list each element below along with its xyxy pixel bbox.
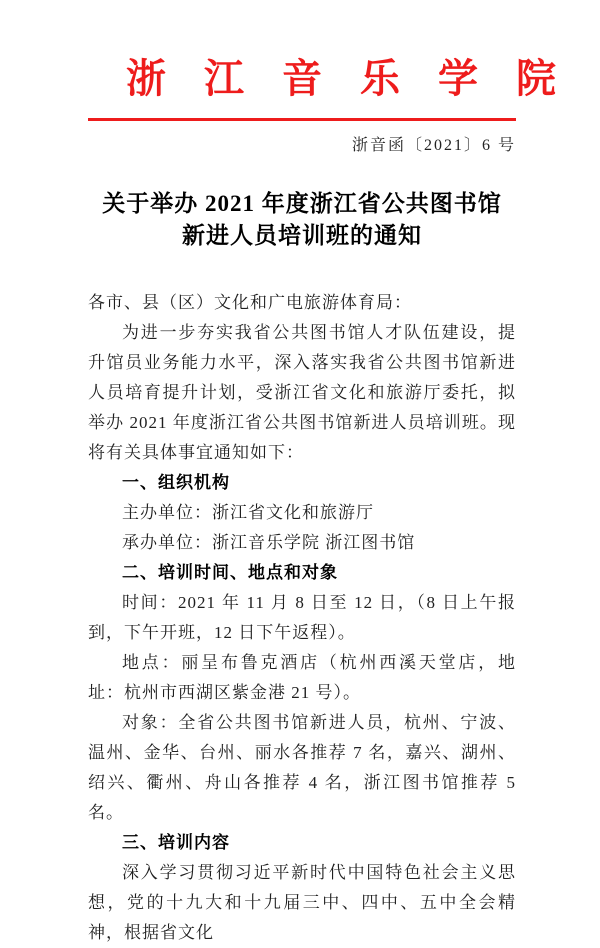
document-page [0,56,600,942]
letterhead-org-name: 浙江音乐学院 [126,56,594,101]
attendees-paragraph: 对象：全省公共图书馆新进人员，杭州、宁波、温州、金华、台州、丽水各推荐 7 名，嘉兴、湖州、绍兴、衢州、舟山各推荐 4 名，浙江图书馆推荐 5 名。 [88,713,516,822]
section-heading-organization: 一、组织机构 [122,473,230,492]
document-title [88,188,516,252]
section-heading-training-content: 三、培训内容 [122,833,230,852]
training-content-paragraph: 深入学习贯彻习近平新时代中国特色社会主义思想，党的十九大和十九届三中、四中、五中全会精神，根据省文化 [88,863,516,942]
document-number: 浙音函〔2021〕6 号 [351,137,516,154]
section-heading-time-place-attendees: 二、培训时间、地点和对象 [122,563,338,582]
document-title-line-1: 关于举办 2021 年度浙江省公共图书馆 [102,191,502,216]
organizer-line: 主办单位：浙江省文化和旅游厅 [122,503,374,522]
intro-paragraph: 为进一步夯实我省公共图书馆人才队伍建设，提升馆员业务能力水平，深入落实我省公共图书馆新进人员培育提升计划，受浙江省文化和旅游厅委托，拟举办 2021 年度浙江省公共图书馆新进人员培训班。现将有关具体事宜通知如下： [88,323,516,462]
time-paragraph: 时间：2021 年 11 月 8 日至 12 日，（8 日上午报到，下午开班，12 日下午返程）。 [88,593,516,642]
document-title-line-2: 新进人员培训班的通知 [182,223,422,248]
place-paragraph: 地点：丽呈布鲁克酒店（杭州西溪天堂店，地址：杭州市西湖区紫金港 21 号）。 [88,653,516,702]
document-body [88,288,516,948]
red-divider-rule [88,118,516,121]
co-organizer-line: 承办单位：浙江音乐学院 浙江图书馆 [122,533,416,552]
salutation-line: 各市、县（区）文化和广电旅游体育局： [88,293,412,312]
